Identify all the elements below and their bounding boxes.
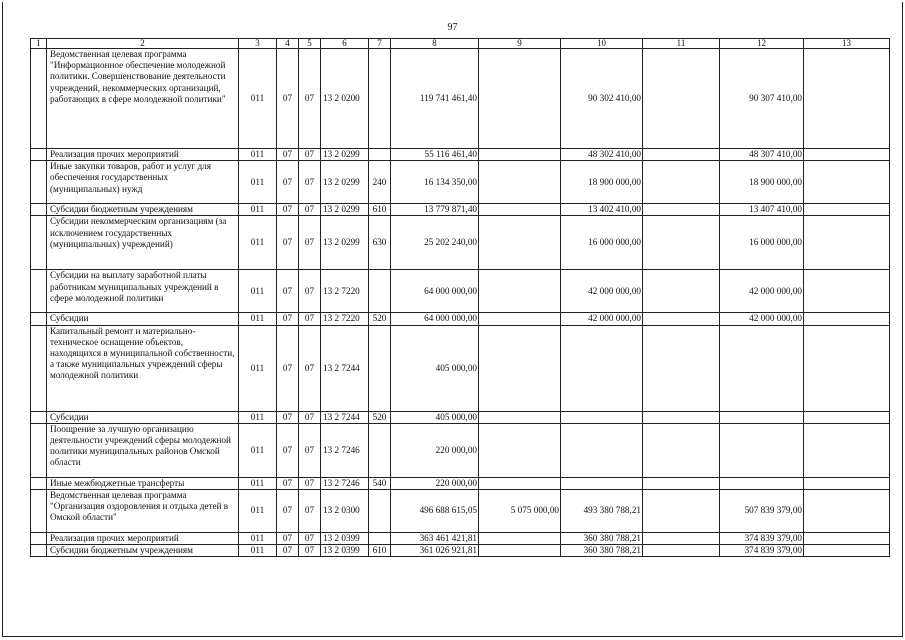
column-number-9: 9	[479, 39, 561, 49]
row-name-cell: Субсидии бюджетным учреждениям	[47, 545, 239, 557]
row-number-cell	[31, 533, 47, 545]
grbs-code-cell: 011	[239, 325, 277, 411]
target-article-cell: 13 2 0300	[321, 490, 369, 533]
target-article-cell: 13 2 7246	[321, 423, 369, 477]
amount-col11-cell	[643, 411, 720, 423]
grbs-code-cell: 011	[239, 270, 277, 313]
amount-col9-cell	[479, 533, 561, 545]
expense-type-cell	[369, 423, 391, 477]
expense-type-cell: 240	[369, 161, 391, 204]
amount-col8-cell: 361 026 921,81	[391, 545, 479, 557]
subsection-code-cell: 07	[299, 325, 321, 411]
target-article-cell: 13 2 7220	[321, 313, 369, 325]
section-code-cell: 07	[277, 204, 299, 216]
column-number-10: 10	[561, 39, 643, 49]
expense-type-cell: 520	[369, 313, 391, 325]
column-number-13: 13	[804, 39, 890, 49]
budget-table	[30, 38, 890, 557]
amount-col9-cell	[479, 423, 561, 477]
amount-col12-cell: 16 000 000,00	[720, 216, 804, 270]
amount-col11-cell	[643, 325, 720, 411]
amount-col11-cell	[643, 533, 720, 545]
expense-type-cell: 540	[369, 477, 391, 489]
target-article-cell: 13 2 7244	[321, 411, 369, 423]
section-code-cell: 07	[277, 270, 299, 313]
table-body	[31, 49, 890, 557]
target-article-cell: 13 2 7220	[321, 270, 369, 313]
target-article-cell: 13 2 0200	[321, 49, 369, 149]
row-name-cell: Субсидии на выплату заработной платы работникам муниципальных учреждений в сфере молодежной политики	[47, 270, 239, 313]
subsection-code-cell: 07	[299, 149, 321, 161]
row-number-cell	[31, 204, 47, 216]
row-number-cell	[31, 325, 47, 411]
section-code-cell: 07	[277, 411, 299, 423]
expense-type-cell	[369, 49, 391, 149]
column-number-8: 8	[391, 39, 479, 49]
expense-type-cell: 610	[369, 545, 391, 557]
row-name-cell: Субсидии бюджетным учреждениям	[47, 204, 239, 216]
amount-col11-cell	[643, 216, 720, 270]
amount-col10-cell: 42 000 000,00	[561, 270, 643, 313]
row-name-cell: Иные закупки товаров, работ и услуг для обеспечения государственных (муниципальных) нужд	[47, 161, 239, 204]
grbs-code-cell: 011	[239, 204, 277, 216]
row-name-cell: Субсидии	[47, 411, 239, 423]
subsection-code-cell: 07	[299, 161, 321, 204]
expense-type-cell	[369, 533, 391, 545]
table-row	[31, 161, 890, 204]
amount-col13-cell	[804, 49, 890, 149]
grbs-code-cell: 011	[239, 545, 277, 557]
row-name-cell: Поощрение за лучшую организацию деятельности учреждений сферы молодежной политики муниципальных районов Омской области	[47, 423, 239, 477]
amount-col13-cell	[804, 270, 890, 313]
amount-col13-cell	[804, 423, 890, 477]
row-name-cell: Иные межбюджетные трансферты	[47, 477, 239, 489]
page-number: 97	[447, 22, 458, 33]
row-number-cell	[31, 411, 47, 423]
amount-col11-cell	[643, 490, 720, 533]
amount-col11-cell	[643, 545, 720, 557]
amount-col13-cell	[804, 313, 890, 325]
amount-col8-cell: 13 779 871,40	[391, 204, 479, 216]
column-number-6: 6	[321, 39, 369, 49]
target-article-cell: 13 2 0299	[321, 161, 369, 204]
amount-col12-cell	[720, 477, 804, 489]
amount-col9-cell	[479, 411, 561, 423]
amount-col11-cell	[643, 270, 720, 313]
amount-col11-cell	[643, 149, 720, 161]
subsection-code-cell: 07	[299, 477, 321, 489]
table-row	[31, 149, 890, 161]
section-code-cell: 07	[277, 490, 299, 533]
amount-col12-cell: 42 000 000,00	[720, 270, 804, 313]
amount-col13-cell	[804, 411, 890, 423]
amount-col10-cell: 16 000 000,00	[561, 216, 643, 270]
amount-col12-cell: 90 307 410,00	[720, 49, 804, 149]
section-code-cell: 07	[277, 49, 299, 149]
amount-col12-cell: 48 307 410,00	[720, 149, 804, 161]
subsection-code-cell: 07	[299, 411, 321, 423]
subsection-code-cell: 07	[299, 490, 321, 533]
amount-col9-cell	[479, 545, 561, 557]
section-code-cell: 07	[277, 423, 299, 477]
amount-col8-cell: 25 202 240,00	[391, 216, 479, 270]
subsection-code-cell: 07	[299, 423, 321, 477]
amount-col13-cell	[804, 545, 890, 557]
amount-col10-cell: 90 302 410,00	[561, 49, 643, 149]
amount-col13-cell	[804, 325, 890, 411]
amount-col10-cell: 360 380 788,21	[561, 533, 643, 545]
subsection-code-cell: 07	[299, 49, 321, 149]
expense-type-cell: 520	[369, 411, 391, 423]
section-code-cell: 07	[277, 161, 299, 204]
column-number-11: 11	[643, 39, 720, 49]
expense-type-cell	[369, 149, 391, 161]
expense-type-cell	[369, 325, 391, 411]
grbs-code-cell: 011	[239, 477, 277, 489]
target-article-cell: 13 2 7246	[321, 477, 369, 489]
amount-col10-cell: 42 000 000,00	[561, 313, 643, 325]
grbs-code-cell: 011	[239, 216, 277, 270]
row-number-cell	[31, 149, 47, 161]
grbs-code-cell: 011	[239, 313, 277, 325]
grbs-code-cell: 011	[239, 490, 277, 533]
grbs-code-cell: 011	[239, 149, 277, 161]
row-name-cell: Ведомственная целевая программа "Организация оздоровления и отдыха детей в Омской области"	[47, 490, 239, 533]
amount-col11-cell	[643, 423, 720, 477]
amount-col10-cell	[561, 423, 643, 477]
amount-col9-cell	[479, 216, 561, 270]
row-name-cell: Реализация прочих мероприятий	[47, 149, 239, 161]
amount-col9-cell	[479, 477, 561, 489]
row-number-cell	[31, 161, 47, 204]
amount-col8-cell: 55 116 461,40	[391, 149, 479, 161]
subsection-code-cell: 07	[299, 545, 321, 557]
column-number-7: 7	[369, 39, 391, 49]
section-code-cell: 07	[277, 325, 299, 411]
amount-col11-cell	[643, 204, 720, 216]
amount-col11-cell	[643, 161, 720, 204]
table-row	[31, 411, 890, 423]
amount-col8-cell: 119 741 461,40	[391, 49, 479, 149]
amount-col9-cell: 5 075 000,00	[479, 490, 561, 533]
subsection-code-cell: 07	[299, 270, 321, 313]
row-number-cell	[31, 49, 47, 149]
amount-col12-cell: 18 900 000,00	[720, 161, 804, 204]
target-article-cell: 13 2 0299	[321, 204, 369, 216]
row-name-cell: Реализация прочих мероприятий	[47, 533, 239, 545]
amount-col8-cell: 496 688 615,05	[391, 490, 479, 533]
table-row	[31, 49, 890, 149]
amount-col13-cell	[804, 490, 890, 533]
amount-col11-cell	[643, 49, 720, 149]
amount-col9-cell	[479, 313, 561, 325]
amount-col13-cell	[804, 161, 890, 204]
amount-col13-cell	[804, 204, 890, 216]
row-number-cell	[31, 477, 47, 489]
column-number-1: 1	[31, 39, 47, 49]
amount-col12-cell: 42 000 000,00	[720, 313, 804, 325]
table-row	[31, 313, 890, 325]
column-number-2: 2	[47, 39, 239, 49]
expense-type-cell: 630	[369, 216, 391, 270]
table-row	[31, 545, 890, 557]
row-name-cell: Капитальный ремонт и материально-техническое оснащение объектов, находящихся в муниципальной собственности, а также муниципальных учреждений сферы молодежной политики	[47, 325, 239, 411]
amount-col12-cell: 13 407 410,00	[720, 204, 804, 216]
amount-col12-cell: 374 839 379,00	[720, 545, 804, 557]
table-row	[31, 477, 890, 489]
amount-col9-cell	[479, 49, 561, 149]
amount-col10-cell: 493 380 788,21	[561, 490, 643, 533]
section-code-cell: 07	[277, 149, 299, 161]
amount-col10-cell: 48 302 410,00	[561, 149, 643, 161]
amount-col13-cell	[804, 477, 890, 489]
table-row	[31, 423, 890, 477]
amount-col12-cell	[720, 411, 804, 423]
amount-col10-cell	[561, 325, 643, 411]
table-row	[31, 216, 890, 270]
section-code-cell: 07	[277, 545, 299, 557]
section-code-cell: 07	[277, 533, 299, 545]
amount-col9-cell	[479, 161, 561, 204]
table-row	[31, 270, 890, 313]
amount-col8-cell: 64 000 000,00	[391, 313, 479, 325]
amount-col10-cell	[561, 477, 643, 489]
amount-col12-cell	[720, 423, 804, 477]
target-article-cell: 13 2 0399	[321, 533, 369, 545]
amount-col8-cell: 220 000,00	[391, 423, 479, 477]
expense-type-cell	[369, 270, 391, 313]
amount-col12-cell: 374 839 379,00	[720, 533, 804, 545]
table-row	[31, 490, 890, 533]
amount-col13-cell	[804, 533, 890, 545]
grbs-code-cell: 011	[239, 411, 277, 423]
expense-type-cell: 610	[369, 204, 391, 216]
table-row	[31, 533, 890, 545]
expense-type-cell	[369, 490, 391, 533]
amount-col10-cell: 18 900 000,00	[561, 161, 643, 204]
row-number-cell	[31, 423, 47, 477]
target-article-cell: 13 2 7244	[321, 325, 369, 411]
amount-col11-cell	[643, 313, 720, 325]
section-code-cell: 07	[277, 477, 299, 489]
amount-col13-cell	[804, 149, 890, 161]
grbs-code-cell: 011	[239, 161, 277, 204]
amount-col12-cell	[720, 325, 804, 411]
amount-col8-cell: 220 000,00	[391, 477, 479, 489]
grbs-code-cell: 011	[239, 49, 277, 149]
grbs-code-cell: 011	[239, 533, 277, 545]
column-number-row	[31, 39, 890, 49]
row-name-cell: Субсидии некоммерческим организациям (за исключением государственных (муниципальных) учреждений)	[47, 216, 239, 270]
subsection-code-cell: 07	[299, 204, 321, 216]
amount-col8-cell: 64 000 000,00	[391, 270, 479, 313]
column-number-4: 4	[277, 39, 299, 49]
column-number-12: 12	[720, 39, 804, 49]
amount-col8-cell: 405 000,00	[391, 411, 479, 423]
amount-col8-cell: 363 461 421,81	[391, 533, 479, 545]
target-article-cell: 13 2 0399	[321, 545, 369, 557]
subsection-code-cell: 07	[299, 216, 321, 270]
row-number-cell	[31, 216, 47, 270]
row-number-cell	[31, 545, 47, 557]
amount-col11-cell	[643, 477, 720, 489]
amount-col9-cell	[479, 325, 561, 411]
row-number-cell	[31, 490, 47, 533]
section-code-cell: 07	[277, 216, 299, 270]
amount-col13-cell	[804, 216, 890, 270]
amount-col10-cell: 13 402 410,00	[561, 204, 643, 216]
column-number-3: 3	[239, 39, 277, 49]
amount-col10-cell	[561, 411, 643, 423]
subsection-code-cell: 07	[299, 533, 321, 545]
amount-col10-cell: 360 380 788,21	[561, 545, 643, 557]
column-number-5: 5	[299, 39, 321, 49]
amount-col9-cell	[479, 149, 561, 161]
section-code-cell: 07	[277, 313, 299, 325]
row-name-cell: Ведомственная целевая программа "Информационное обеспечение молодежной политики. Совершенствование деятельности учреждений, некоммерческих организаций, работающих в сфере молодежной политики"	[47, 49, 239, 149]
row-number-cell	[31, 270, 47, 313]
amount-col8-cell: 16 134 350,00	[391, 161, 479, 204]
subsection-code-cell: 07	[299, 313, 321, 325]
grbs-code-cell: 011	[239, 423, 277, 477]
row-number-cell	[31, 313, 47, 325]
table-row	[31, 325, 890, 411]
amount-col12-cell: 507 839 379,00	[720, 490, 804, 533]
target-article-cell: 13 2 0299	[321, 216, 369, 270]
table-row	[31, 204, 890, 216]
amount-col9-cell	[479, 204, 561, 216]
row-name-cell: Субсидии	[47, 313, 239, 325]
amount-col9-cell	[479, 270, 561, 313]
amount-col8-cell: 405 000,00	[391, 325, 479, 411]
target-article-cell: 13 2 0299	[321, 149, 369, 161]
